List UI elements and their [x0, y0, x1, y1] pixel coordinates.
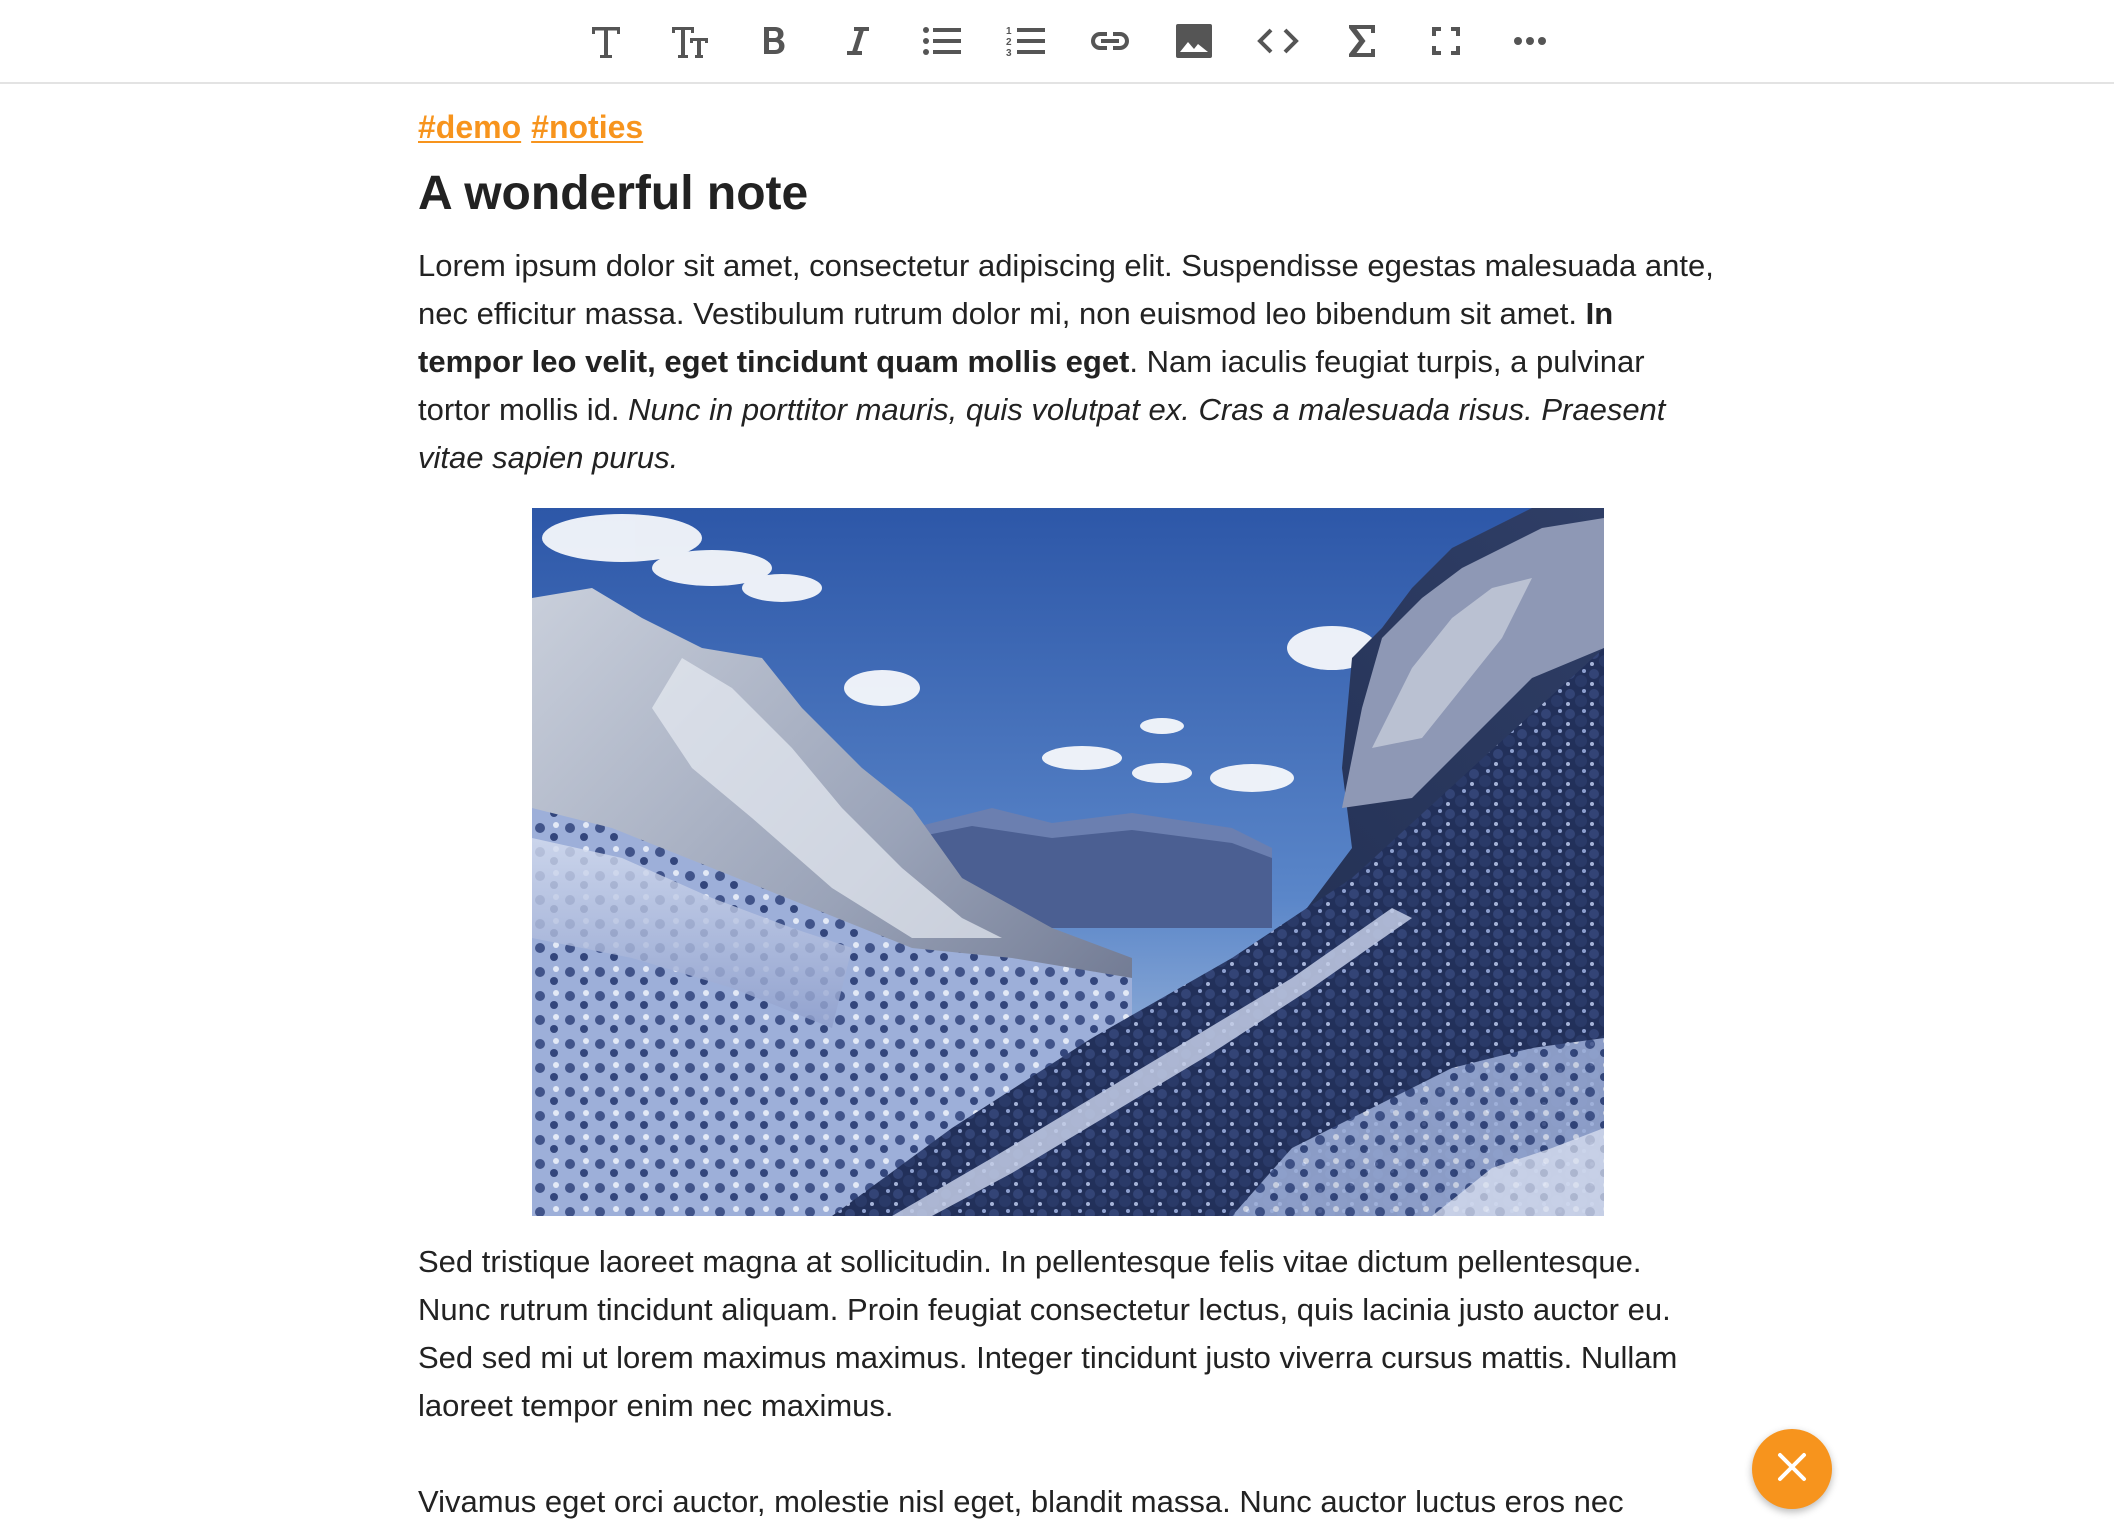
fullscreen-button[interactable] [1416, 13, 1476, 69]
note-title: A wonderful note [418, 167, 809, 220]
close-fab-button[interactable] [1752, 1429, 1832, 1509]
sigma-icon [1347, 23, 1377, 59]
close-icon [1777, 1452, 1807, 1487]
paragraph-italic-text: Nunc in porttitor mauris, quis volutpat ex. Cras a malesuada risus. Praesent vitae sapien purus. [418, 392, 1666, 475]
paragraph-text: Lorem ipsum dolor sit amet, consectetur adipiscing elit. Suspendisse egestas malesuada ante, nec efficitur massa. Vestibulum rutrum dolor mi, non euismod leo bibendum sit amet. [418, 248, 1714, 331]
bulleted-list-button[interactable] [912, 13, 972, 69]
italic-icon [843, 24, 873, 58]
note-content [418, 100, 1718, 482]
image-button[interactable] [1164, 13, 1224, 69]
note-paragraph: Vivamus eget orci auctor, molestie nisl eget, blandit massa. Nunc auctor luctus eros nec [418, 1484, 1624, 1519]
heading-icon [589, 24, 623, 58]
sigma-button[interactable] [1332, 13, 1392, 69]
svg-text:3: 3 [1006, 48, 1012, 58]
link-icon [1089, 29, 1131, 53]
paragraph-bold-text: In tempor leo velit, eget tincidunt quam mollis eget [418, 296, 1614, 379]
heading-button[interactable] [576, 13, 636, 69]
bold-button[interactable] [744, 13, 804, 69]
paragraph-text: . Nam iaculis feugiat turpis, a pulvinar tortor mollis id. [418, 344, 1645, 427]
editor-toolbar [0, 0, 2114, 84]
tag-link[interactable]: #noties [531, 109, 644, 145]
link-button[interactable] [1080, 13, 1140, 69]
note-paragraph: Sed tristique laoreet magna at sollicitudin. In pellentesque felis vitae dictum pellentesque. Nunc rutrum tincidunt aliquam. Proin feugiat consectetur lectus, quis lacinia justo auctor eu. Sed sed mi ut lorem maximus maximus. Integer tincidunt justo viverra cursus mattis. Nullam laoreet tempor enim nec maximus. [418, 1244, 1678, 1423]
more-icon [1513, 36, 1547, 46]
text-size-icon [670, 24, 710, 58]
numbered-list-button[interactable] [996, 13, 1056, 69]
tag-list [418, 100, 1718, 154]
bold-icon [759, 24, 789, 58]
svg-text:2: 2 [1006, 37, 1012, 48]
mountain-photo [532, 508, 1604, 1216]
fullscreen-icon [1430, 25, 1462, 57]
more-button[interactable] [1500, 13, 1560, 69]
text-size-button[interactable] [660, 13, 720, 69]
tag-link[interactable]: #demo [418, 109, 522, 145]
code-icon [1257, 26, 1299, 56]
bulleted-list-icon [922, 25, 962, 57]
numbered-list-icon [1006, 24, 1046, 58]
image-icon [1175, 23, 1213, 59]
svg-text:1: 1 [1006, 26, 1012, 37]
code-button[interactable] [1248, 13, 1308, 69]
italic-button[interactable] [828, 13, 888, 69]
note-paragraph [418, 242, 1718, 482]
